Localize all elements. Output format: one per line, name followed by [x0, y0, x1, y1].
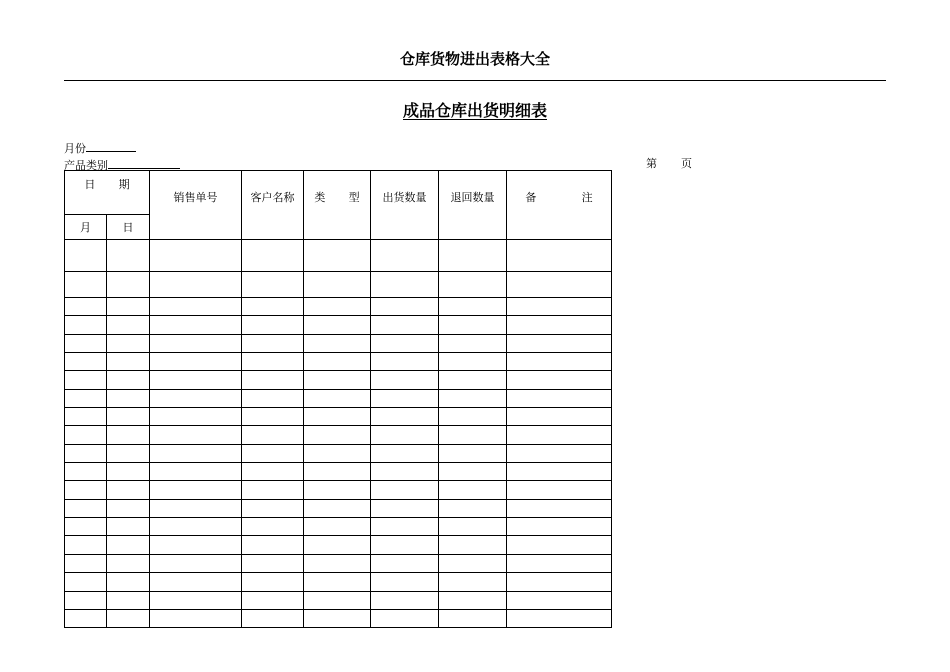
table-cell[interactable]: [371, 481, 439, 499]
month-label: 月份: [64, 142, 86, 155]
col-header-shipped-qty: 出货数量: [371, 171, 439, 240]
table-cell[interactable]: [439, 518, 507, 536]
table-cell[interactable]: [65, 609, 107, 627]
table-cell[interactable]: [439, 444, 507, 462]
table-cell[interactable]: [150, 573, 242, 591]
table-cell[interactable]: [304, 272, 371, 298]
table-cell[interactable]: [150, 316, 242, 334]
table-cell[interactable]: [371, 240, 439, 272]
table-cell[interactable]: [371, 591, 439, 609]
table-cell[interactable]: [371, 444, 439, 462]
table-row: [65, 334, 612, 352]
table-cell[interactable]: [150, 272, 242, 298]
col-header-remarks: 备 注: [507, 171, 612, 240]
table-cell[interactable]: [304, 408, 371, 426]
table-cell[interactable]: [242, 426, 304, 444]
table-cell[interactable]: [304, 334, 371, 352]
table-cell[interactable]: [65, 240, 107, 272]
table-cell[interactable]: [65, 591, 107, 609]
table-cell[interactable]: [107, 298, 150, 316]
table-cell[interactable]: [507, 298, 612, 316]
table-cell[interactable]: [150, 536, 242, 554]
table-cell[interactable]: [150, 444, 242, 462]
col-header-returned-qty: 退回数量: [439, 171, 507, 240]
table-cell[interactable]: [439, 609, 507, 627]
table-row: [65, 389, 612, 407]
table-cell[interactable]: [150, 389, 242, 407]
table-cell[interactable]: [439, 316, 507, 334]
table-cell[interactable]: [304, 499, 371, 517]
table-cell[interactable]: [439, 481, 507, 499]
table-cell[interactable]: [242, 591, 304, 609]
col-header-customer: 客户名称: [242, 171, 304, 240]
table-cell[interactable]: [439, 536, 507, 554]
table-cell[interactable]: [439, 426, 507, 444]
table-cell[interactable]: [107, 240, 150, 272]
product-category-blank[interactable]: [108, 157, 180, 169]
table-cell[interactable]: [65, 463, 107, 481]
table-cell[interactable]: [242, 371, 304, 389]
table-cell[interactable]: [507, 591, 612, 609]
table-row: [65, 481, 612, 499]
table-cell[interactable]: [107, 426, 150, 444]
table-cell[interactable]: [507, 554, 612, 572]
table-cell[interactable]: [65, 518, 107, 536]
table-cell[interactable]: [439, 591, 507, 609]
table-cell[interactable]: [150, 554, 242, 572]
table-cell[interactable]: [439, 298, 507, 316]
table-cell[interactable]: [507, 334, 612, 352]
table-row: [65, 426, 612, 444]
table-cell[interactable]: [439, 389, 507, 407]
table-cell[interactable]: [107, 554, 150, 572]
table-cell[interactable]: [507, 463, 612, 481]
table-cell[interactable]: [65, 444, 107, 462]
col-header-sales-no: 销售单号: [150, 171, 242, 240]
table-cell[interactable]: [107, 371, 150, 389]
table-row: [65, 591, 612, 609]
table-row: [65, 272, 612, 298]
table-cell[interactable]: [304, 481, 371, 499]
document-title-text: 成品仓库出货明细表: [402, 101, 547, 120]
table-cell[interactable]: [507, 444, 612, 462]
page-number-field: [646, 157, 692, 171]
table-cell[interactable]: [242, 463, 304, 481]
shipment-detail-table: [64, 170, 612, 628]
table-cell[interactable]: [507, 609, 612, 627]
table-cell[interactable]: [242, 444, 304, 462]
table-cell[interactable]: [242, 298, 304, 316]
date-month-header: 月: [65, 215, 107, 240]
date-day-header: 日: [107, 215, 150, 240]
table-cell[interactable]: [65, 298, 107, 316]
table-cell[interactable]: [507, 426, 612, 444]
table-cell[interactable]: [371, 298, 439, 316]
table-cell[interactable]: [439, 240, 507, 272]
table-row: [65, 536, 612, 554]
table-cell[interactable]: [107, 444, 150, 462]
table-cell[interactable]: [107, 353, 150, 371]
table-cell[interactable]: [107, 591, 150, 609]
table-row: [65, 609, 612, 627]
table-cell[interactable]: [65, 272, 107, 298]
table-cell[interactable]: [65, 554, 107, 572]
table-cell[interactable]: [107, 609, 150, 627]
table-cell[interactable]: [150, 240, 242, 272]
table-cell[interactable]: [65, 481, 107, 499]
table-cell[interactable]: [242, 481, 304, 499]
table-cell[interactable]: [439, 334, 507, 352]
table-cell[interactable]: [150, 499, 242, 517]
table-cell[interactable]: [371, 499, 439, 517]
table-cell[interactable]: [304, 316, 371, 334]
table-cell[interactable]: [242, 499, 304, 517]
table-cell[interactable]: [304, 609, 371, 627]
table-row: [65, 298, 612, 316]
table-cell[interactable]: [439, 554, 507, 572]
table-cell[interactable]: [65, 389, 107, 407]
table-cell[interactable]: [150, 408, 242, 426]
table-row: [65, 408, 612, 426]
table-row: [65, 518, 612, 536]
table-cell[interactable]: [439, 272, 507, 298]
table-cell[interactable]: [242, 316, 304, 334]
table-cell[interactable]: [150, 609, 242, 627]
table-cell[interactable]: [371, 554, 439, 572]
table-cell[interactable]: [507, 408, 612, 426]
table-cell[interactable]: [304, 371, 371, 389]
table-cell[interactable]: [150, 463, 242, 481]
table-cell[interactable]: [107, 536, 150, 554]
col-header-type: 类 型: [304, 171, 371, 240]
table-cell[interactable]: [242, 353, 304, 371]
table-cell[interactable]: [304, 591, 371, 609]
table-cell[interactable]: [304, 444, 371, 462]
page-label-suffix: 页: [681, 157, 692, 170]
table-cell[interactable]: [507, 316, 612, 334]
table-cell[interactable]: [304, 298, 371, 316]
table-cell[interactable]: [107, 272, 150, 298]
table-cell[interactable]: [371, 389, 439, 407]
table-cell[interactable]: [65, 316, 107, 334]
table-cell[interactable]: [242, 554, 304, 572]
page-label-prefix: 第: [646, 157, 657, 170]
table-cell[interactable]: [507, 481, 612, 499]
table-cell[interactable]: [371, 463, 439, 481]
table-cell[interactable]: [107, 499, 150, 517]
table-row: [65, 371, 612, 389]
table-cell[interactable]: [242, 240, 304, 272]
table-cell[interactable]: [439, 371, 507, 389]
date-header: 日 期: [65, 171, 150, 215]
table-cell[interactable]: [371, 316, 439, 334]
table-cell[interactable]: [65, 426, 107, 444]
table-cell[interactable]: [107, 389, 150, 407]
table-row: [65, 499, 612, 517]
table-cell[interactable]: [439, 353, 507, 371]
table-row: [65, 444, 612, 462]
table-cell[interactable]: [371, 518, 439, 536]
table-cell[interactable]: [65, 408, 107, 426]
table-cell[interactable]: [439, 463, 507, 481]
document-title: [0, 98, 950, 121]
table-cell[interactable]: [242, 408, 304, 426]
table-cell[interactable]: [507, 389, 612, 407]
table-cell[interactable]: [371, 353, 439, 371]
table-cell[interactable]: [65, 536, 107, 554]
month-field: [64, 140, 136, 156]
header-divider: [64, 80, 886, 81]
table-cell[interactable]: [150, 298, 242, 316]
table-cell[interactable]: [150, 353, 242, 371]
table-cell[interactable]: [65, 499, 107, 517]
table-cell[interactable]: [439, 408, 507, 426]
table-cell[interactable]: [150, 426, 242, 444]
table-cell[interactable]: [304, 573, 371, 591]
table-cell[interactable]: [242, 536, 304, 554]
table-cell[interactable]: [304, 240, 371, 272]
table-cell[interactable]: [371, 609, 439, 627]
table-cell[interactable]: [242, 573, 304, 591]
table-cell[interactable]: [304, 353, 371, 371]
table-cell[interactable]: [107, 481, 150, 499]
table-cell[interactable]: [439, 573, 507, 591]
table-cell[interactable]: [65, 371, 107, 389]
table-cell[interactable]: [242, 518, 304, 536]
table-row: [65, 554, 612, 572]
table-cell[interactable]: [150, 481, 242, 499]
table-cell[interactable]: [507, 353, 612, 371]
table-cell[interactable]: [507, 371, 612, 389]
table-cell[interactable]: [371, 536, 439, 554]
table-cell[interactable]: [242, 389, 304, 407]
table-cell[interactable]: [65, 334, 107, 352]
table-cell[interactable]: [65, 573, 107, 591]
table-cell[interactable]: [507, 536, 612, 554]
table-row: [65, 316, 612, 334]
table-cell[interactable]: [304, 536, 371, 554]
table-row: [65, 573, 612, 591]
table-cell[interactable]: [107, 518, 150, 536]
table-cell[interactable]: [304, 518, 371, 536]
table-cell[interactable]: [304, 554, 371, 572]
table-cell[interactable]: [507, 240, 612, 272]
table-cell[interactable]: [242, 334, 304, 352]
table-cell[interactable]: [371, 408, 439, 426]
product-category-label: 产品类别: [64, 159, 108, 172]
table-cell[interactable]: [304, 389, 371, 407]
table-cell[interactable]: [107, 573, 150, 591]
table-cell[interactable]: [439, 499, 507, 517]
table-cell[interactable]: [107, 463, 150, 481]
table-cell[interactable]: [371, 334, 439, 352]
table-cell[interactable]: [371, 573, 439, 591]
table-cell[interactable]: [150, 591, 242, 609]
table-cell[interactable]: [242, 272, 304, 298]
table-cell[interactable]: [371, 371, 439, 389]
table-cell[interactable]: [107, 316, 150, 334]
table-cell[interactable]: [371, 272, 439, 298]
table-cell[interactable]: [371, 426, 439, 444]
month-blank[interactable]: [86, 140, 136, 152]
table-row: [65, 353, 612, 371]
table-cell[interactable]: [304, 463, 371, 481]
table-cell[interactable]: [65, 353, 107, 371]
table-cell[interactable]: [150, 518, 242, 536]
table-cell[interactable]: [107, 408, 150, 426]
table-row: [65, 463, 612, 481]
table-cell[interactable]: [507, 272, 612, 298]
table-cell[interactable]: [107, 334, 150, 352]
table-cell[interactable]: [507, 499, 612, 517]
header-title: 仓库货物进出表格大全: [399, 50, 550, 68]
table-row: [65, 240, 612, 272]
table-cell[interactable]: [304, 426, 371, 444]
table-cell[interactable]: [150, 334, 242, 352]
table-cell[interactable]: [150, 371, 242, 389]
table-cell[interactable]: [507, 518, 612, 536]
table-cell[interactable]: [242, 609, 304, 627]
table-cell[interactable]: [507, 573, 612, 591]
